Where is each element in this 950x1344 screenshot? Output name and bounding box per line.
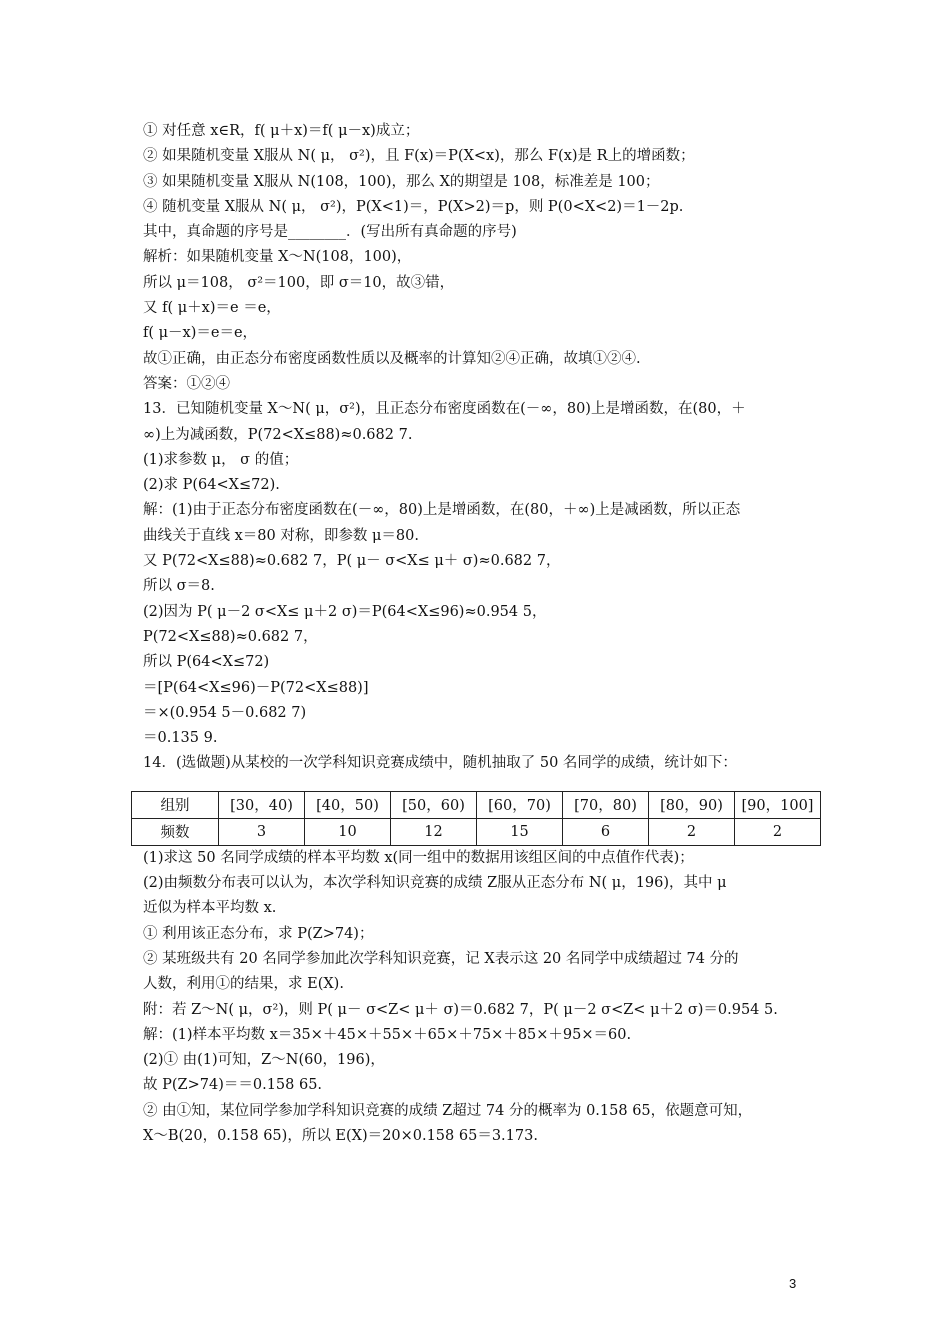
table-cell: 6 <box>563 818 649 845</box>
frequency-table <box>131 791 821 846</box>
text-line: f( μ－x)＝e＝e， <box>143 325 258 342</box>
text-line: X～B(20，0.158 65)，所以 E(X)＝20×0.158 65＝3.173. <box>143 1127 538 1144</box>
text-line: ＝×(0.954 5－0.682 7) <box>143 704 307 721</box>
text-line: (1)求参数 μ， σ 的值； <box>143 451 299 468</box>
table-cell: 15 <box>477 818 563 845</box>
text-line: 14．(选做题)从某校的一次学科知识竞赛成绩中，随机抽取了 50 名同学的成绩，统计如下： <box>143 755 737 772</box>
table-header-cell: 频数 <box>132 818 219 845</box>
table-cell: [30，40) <box>219 791 305 818</box>
text-line: 所以 σ＝8. <box>143 578 215 595</box>
text-line: 答案：①②④ <box>143 375 230 392</box>
table-cell: [40，50) <box>305 791 391 818</box>
text-line: (1)求这 50 名同学成绩的样本平均数 x(同一组中的数据用该组区间的中点值作代表)； <box>143 849 694 866</box>
table-cell: 2 <box>649 818 735 845</box>
text-line: ① 利用该正态分布，求 P(Z>74)； <box>143 925 374 942</box>
table-cell: 10 <box>305 818 391 845</box>
table-cell: [50，60) <box>391 791 477 818</box>
page-content <box>143 119 823 1149</box>
table-cell: 3 <box>219 818 305 845</box>
text-line: 所以 μ＝108， σ²＝100，即 σ＝10，故③错， <box>143 274 455 291</box>
text-line: ② 某班级共有 20 名同学参加此次学科知识竞赛，记 X表示这 20 名同学中成绩超过 74 分的 <box>143 950 739 967</box>
text-line: 故 P(Z>74)＝＝0.158 65. <box>143 1077 323 1094</box>
text-line: (2)求 P(64<X≤72). <box>143 477 280 494</box>
table-cell: [70，80) <box>563 791 649 818</box>
table-row <box>132 791 821 818</box>
table-cell: [60，70) <box>477 791 563 818</box>
text-line: 13．已知随机变量 X～N( μ，σ²)，且正态分布密度函数在(－∞，80)上是增函数，在(80，＋ <box>143 401 746 418</box>
text-line: ② 如果随机变量 X服从 N( μ， σ²)，且 F(x)＝P(X<x)，那么 F(x)是 R上的增函数； <box>143 148 695 165</box>
text-line: 人数，利用①的结果，求 E(X). <box>143 976 344 993</box>
text-line: 其中，真命题的序号是________．(写出所有真命题的序号) <box>143 224 517 241</box>
text-line: ∞)上为减函数，P(72<X≤88)≈0.682 7. <box>143 426 413 443</box>
text-line: ④ 随机变量 X服从 N( μ， σ²)，P(X<1)＝，P(X>2)＝p，则 P(0<X<2)＝1－2p. <box>143 198 684 215</box>
table-cell: 2 <box>735 818 821 845</box>
text-line: ＝0.135 9. <box>143 730 218 747</box>
text-line: ① 对任意 x∈R，f( μ＋x)＝f( μ－x)成立； <box>143 123 420 139</box>
text-line: 解：(1)样本平均数 x＝35×＋45×＋55×＋65×＋75×＋85×＋95×＝60. <box>143 1026 632 1043</box>
text-line: ③ 如果随机变量 X服从 N(108，100)，那么 X的期望是 108，标准差是 100； <box>143 173 660 190</box>
text-line: ② 由①知，某位同学参加学科知识竞赛的成绩 Z超过 74 分的概率为 0.158 65，依题意可知， <box>143 1102 753 1119</box>
table-cell: [90，100] <box>735 791 821 818</box>
text-line: 附：若 Z～N( μ，σ²)，则 P( μ－ σ<Z< μ＋ σ)＝0.682 7，P( μ－2 σ<Z< μ＋2 σ)＝0.954 5. <box>143 1001 778 1018</box>
text-line: 近似为样本平均数 x. <box>143 900 277 917</box>
text-line: 所以 P(64<X≤72) <box>143 654 270 671</box>
text-line: 曲线关于直线 x＝80 对称，即参数 μ＝80. <box>143 527 419 544</box>
text-line: (2)由频数分布表可以认为，本次学科知识竞赛的成绩 Z服从正态分布 N( μ，196)，其中 μ <box>143 875 727 892</box>
text-line: 解：(1)由于正态分布密度函数在(－∞，80)上是增函数，在(80，＋∞)上是减函数，所以正态 <box>143 502 741 519</box>
table-row <box>132 818 821 845</box>
text-line: ＝[P(64<X≤96)－P(72<X≤88)] <box>143 679 369 696</box>
page-number: 3 <box>789 1276 797 1291</box>
text-line: P(72<X≤88)≈0.682 7， <box>143 628 318 645</box>
table-cell: 12 <box>391 818 477 845</box>
table-cell: [80，90) <box>649 791 735 818</box>
text-line: 故①正确，由正态分布密度函数性质以及概率的计算知②④正确，故填①②④. <box>143 350 641 367</box>
text-line: 又 f( μ＋x)＝e ＝e， <box>143 300 281 317</box>
table-header-cell: 组别 <box>132 791 219 818</box>
text-line: (2)① 由(1)可知，Z～N(60，196)， <box>143 1052 385 1069</box>
text-line: (2)因为 P( μ－2 σ<X≤ μ＋2 σ)＝P(64<X≤96)≈0.954 5， <box>143 603 547 620</box>
text-line: 解析：如果随机变量 X～N(108，100)， <box>143 249 412 266</box>
text-line: 又 P(72<X≤88)≈0.682 7，P( μ－ σ<X≤ μ＋ σ)≈0.682 7， <box>143 553 561 570</box>
